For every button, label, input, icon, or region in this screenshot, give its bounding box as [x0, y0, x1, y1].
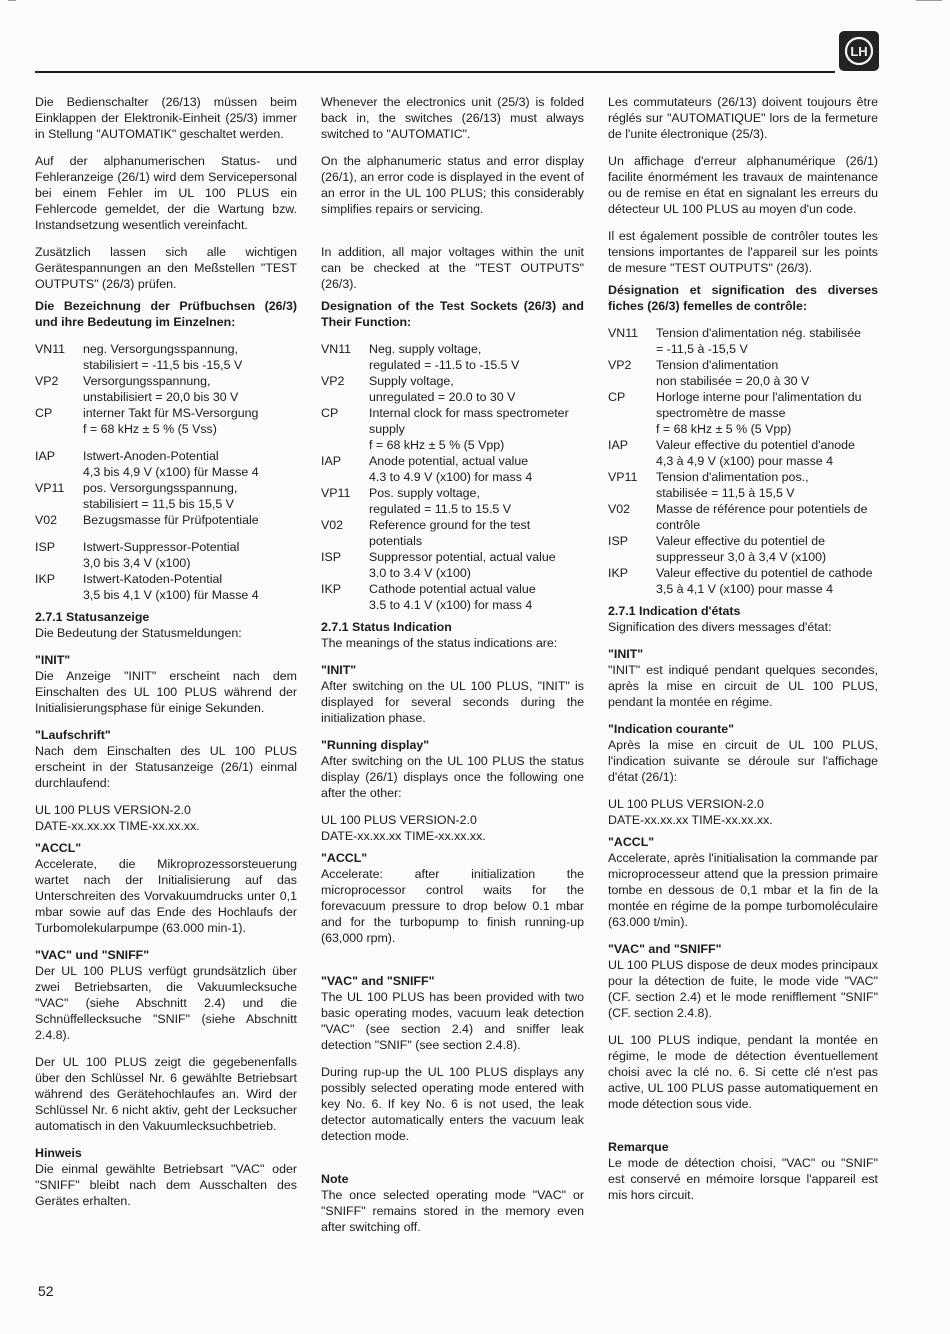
vac-runup-paragraph: During rup-up the UL 100 PLUS displays any possibly selected operating mode entered with key No. 6. If key No. 6 is not used, the leak detector automatically enters the vacuum leak detection mode.	[321, 1065, 584, 1143]
header-rule	[35, 71, 835, 73]
socket-value: stabilisée = 11,5 à 15,5 V	[656, 486, 795, 500]
socket-value: unstabilisiert = 20,0 bis 30 V	[83, 390, 239, 404]
socket-desc: Internal clock for mass spectrometer supply	[369, 406, 569, 436]
socket-row	[608, 469, 878, 501]
socket-row	[321, 341, 584, 373]
init-heading: "INIT"	[35, 653, 71, 667]
socket-key: VP11	[35, 481, 65, 495]
socket-key: VN11	[321, 342, 352, 356]
running-heading: "Laufschrift"	[35, 728, 111, 742]
init-paragraph: Die Anzeige "INIT" erscheint nach dem Einschalten des UL 100 PLUS während der Initialisierungsphase für einige Sekunden.	[35, 669, 297, 715]
socket-desc: Anode potential, actual value	[369, 454, 529, 468]
init-heading: "INIT"	[608, 647, 644, 661]
date-line: DATE-xx.xx.xx TIME-xx.xx.xx.	[608, 813, 773, 827]
date-line: DATE-xx.xx.xx TIME-xx.xx.xx.	[321, 829, 486, 843]
socket-desc: Valeur effective du potentiel de cathode 3,5 à 4,1 V (x100) pour masse 4	[656, 566, 873, 596]
init-paragraph: After switching on the UL 100 PLUS, "INIT" is displayed for several seconds during the initialization phase.	[321, 679, 584, 725]
socket-desc: Bezugsmasse für Prüfpotentiale	[83, 513, 259, 527]
german-column	[35, 94, 297, 1209]
socket-row	[35, 571, 297, 603]
socket-value: unregulated = 20.0 to 30 V	[369, 390, 516, 404]
socket-desc: Neg. supply voltage,	[369, 342, 482, 356]
socket-key: ISP	[321, 550, 341, 564]
socket-desc: Supply voltage,	[369, 374, 454, 388]
socket-key: VN11	[608, 326, 639, 340]
socket-value: = -11,5 à -15,5 V	[656, 342, 748, 356]
note-heading: Hinweis	[35, 1146, 82, 1160]
socket-desc: Valeur effective du potentiel d'anode	[656, 438, 855, 452]
socket-row	[321, 549, 584, 581]
socket-key: VP11	[321, 486, 351, 500]
socket-value: 3.5 to 4.1 V (x100) for mass 4	[369, 598, 533, 612]
socket-desc: Cathode potential actual value	[369, 582, 536, 596]
test-outputs-paragraph: Zusätzlich lassen sich alle wichtigen Gerätespannungen an den Meßstellen "TEST OUTPUTS" (26/3) prüfen.	[35, 245, 297, 291]
socket-row	[608, 565, 878, 597]
socket-key: V02	[321, 518, 344, 532]
init-heading: "INIT"	[321, 663, 357, 677]
error-display-paragraph: Un affichage d'erreur alphanumérique (26/1) facilite énormément les travaux de maintenance ou de remise en état en signalant les erreurs du détecteur UL 100 PLUS au moyen d'un code.	[608, 154, 878, 216]
intro-paragraph: Die Bedienschalter (26/13) müssen beim Einklappen der Elektronik-Einheit (25/3) immer in Stellung "AUTOMATIK" geschaltet werden.	[35, 95, 297, 141]
socket-value: 3.0 to 3.4 V (x100)	[369, 566, 471, 580]
note-paragraph: Le mode de détection choisi, "VAC" ou "SNIF" est conservé en mémoire lorsque l'appareil est mis hors circuit.	[608, 1156, 878, 1202]
intro-paragraph: Les commutateurs (26/13) doivent toujours être réglés sur "AUTOMATIQUE" lors de la fermeture de l'unite électronique (25/3).	[608, 95, 878, 141]
socket-value: f = 68 kHz ± 5 % (5 Vss)	[83, 422, 217, 436]
socket-row	[35, 539, 297, 571]
socket-key: CP	[35, 406, 53, 420]
socket-desc: Masse de référence pour potentiels de contrôle	[656, 502, 868, 532]
socket-row	[608, 533, 878, 565]
test-outputs-paragraph: In addition, all major voltages within the unit can be checked at the "TEST OUTPUTS" (26/3).	[321, 245, 584, 291]
socket-value: 4,3 à 4,9 V (x100) pour masse 4	[656, 454, 834, 468]
note-paragraph: Die einmal gewählte Betriebsart "VAC" oder "SNIFF" bleibt nach dem Ausschalten des Gerätes erhalten.	[35, 1162, 297, 1208]
section-heading: 2.7.1 Status Indication	[321, 620, 452, 634]
socket-value: stabilisiert = 11,5 bis 15,5 V	[83, 497, 234, 511]
socket-desc: Horloge interne pour l'alimentation du spectromètre de masse	[656, 390, 862, 420]
error-display-paragraph: Auf der alphanumerischen Status- und Fehleranzeige (26/1) wird dem Servicepersonal bei einem Fehler im UL 100 PLUS ein Fehlercode gemeldet, der die Wartung bzw. Instandsetzung wesentlich vereinfacht.	[35, 154, 297, 232]
init-paragraph: "INIT" est indiqué pendant quelques secondes, après la mise en circuit de UL 100 PLUS, pendant la montée en régime.	[608, 663, 878, 709]
socket-row	[608, 501, 878, 533]
corner-tick	[8, 0, 16, 1]
socket-value: stabilisiert = -11,5 bis -15,5 V	[83, 358, 243, 372]
vac-runup-paragraph: UL 100 PLUS indique, pendant la montée en régime, le mode de détection éventuellement choisi avec la clé no. 6. Si cette clé n'est pas active, UL 100 PLUS passe automatiquement en mode détection sous vide.	[608, 1033, 878, 1111]
test-outputs-paragraph: Il est également possible de contrôler toutes les tensions importantes de l'appareil sur les points de mesure "TEST OUTPUTS" (26/3).	[608, 229, 878, 275]
french-column	[608, 94, 878, 1203]
error-display-paragraph: On the alphanumeric status and error display (26/1), an error code is displayed in the event of an error in the UL 100 PLUS; this considerably simplifies repairs or servicing.	[321, 154, 584, 216]
section-intro: The meanings of the status indications are:	[321, 636, 558, 650]
socket-value: f = 68 kHz ± 5 % (5 Vpp)	[369, 438, 505, 452]
socket-value: 4,3 bis 4,9 V (x100) für Masse 4	[83, 465, 259, 479]
running-paragraph: Après la mise en circuit de UL 100 PLUS, l'indication suivante se déroule sur l'affichage d'état (26/1):	[608, 738, 878, 784]
accl-heading: "ACCL"	[321, 851, 368, 865]
english-column	[321, 94, 584, 1235]
running-heading: "Running display"	[321, 738, 430, 752]
socket-row	[35, 448, 297, 480]
socket-row	[321, 581, 584, 613]
date-line: DATE-xx.xx.xx TIME-xx.xx.xx.	[35, 819, 200, 833]
vac-heading: "VAC" and "SNIFF"	[321, 974, 435, 988]
socket-desc: Tension d'alimentation pos.,	[656, 470, 809, 484]
socket-row	[35, 512, 297, 528]
socket-key: CP	[608, 390, 626, 404]
version-line: UL 100 PLUS VERSION-2.0	[321, 813, 477, 827]
socket-desc: neg. Versorgungsspannung,	[83, 342, 239, 356]
socket-row	[35, 405, 297, 437]
socket-desc: Suppressor potential, actual value	[369, 550, 556, 564]
socket-key: V02	[35, 513, 58, 527]
section-intro: Die Bedeutung der Statusmeldungen:	[35, 626, 242, 640]
corner-mark	[916, 0, 942, 11]
accl-heading: "ACCL"	[608, 835, 655, 849]
socket-row	[321, 405, 584, 453]
socket-key: VP2	[321, 374, 345, 388]
socket-row	[35, 341, 297, 373]
vac-paragraph: The UL 100 PLUS has been provided with two basic operating modes, vacuum leak detection "VAC" (see section 2.4) and sniffer leak detection "SNIF" (see section 2.4.8).	[321, 990, 584, 1052]
socket-row	[321, 485, 584, 517]
running-heading: "Indication courante"	[608, 722, 735, 736]
socket-key: VN11	[35, 342, 66, 356]
socket-key: IAP	[321, 454, 341, 468]
note-heading: Remarque	[608, 1140, 669, 1154]
accl-paragraph: Accelerate, après l'initialisation la commande par microprocesseur attend que la pression primaire tombe en dessous de 0,1 mbar et la fin de la montée en régime de la pompe turbomoléculaire (63.000 t/min).	[608, 851, 878, 929]
socket-row	[35, 373, 297, 405]
socket-desc: Tension d'alimentation nég. stabilisée	[656, 326, 861, 340]
socket-desc: Istwert-Katoden-Potential	[83, 572, 223, 586]
socket-value: 4.3 to 4.9 V (x100) for mass 4	[369, 470, 533, 484]
socket-key: V02	[608, 502, 631, 516]
vac-runup-paragraph: Der UL 100 PLUS zeigt die gegebenenfalls über den Schlüssel Nr. 6 gewählte Betriebsart während des Gerätehochlaufes an. Wird der Schlüssel Nr. 6 nicht aktiv, geht der Lecksucher automatisch in den Vakuumlecksuchbetrieb.	[35, 1055, 297, 1133]
accl-paragraph: Accelerate, die Mikroprozessorsteuerung wartet nach der Initialisierung auf das Unterschreiten des Vorvakuumdrucks unter 0,1 mbar sowie auf das Ende des Hochlaufs der Turbomolekularpumpe (63.000 min-1).	[35, 857, 297, 935]
section-heading: 2.7.1 Indication d'états	[608, 604, 741, 618]
socket-key: IAP	[35, 449, 55, 463]
section-intro: Signification des divers messages d'état:	[608, 620, 832, 634]
socket-value: non stabilisée = 20,0 à 30 V	[656, 374, 810, 388]
socket-key: IKP	[35, 572, 55, 586]
svg-text:LH: LH	[850, 44, 868, 59]
socket-value: f = 68 kHz ± 5 % (5 Vpp)	[656, 422, 792, 436]
socket-desc: pos. Versorgungsspannung,	[83, 481, 238, 495]
sockets-heading: Désignation et signification des diverses fiches (26/3) femelles de contrôle:	[608, 283, 878, 313]
vac-paragraph: UL 100 PLUS dispose de deux modes principaux pour la détection de fuite, le mode vide "VAC" (CF. section 2.4) et le mode renifflement "SNIF" (CF. section 2.4.8).	[608, 958, 878, 1020]
socket-value: 3,5 bis 4,1 V (x100) für Masse 4	[83, 588, 259, 602]
vac-heading: "VAC" und "SNIFF"	[35, 948, 150, 962]
vac-paragraph: Der UL 100 PLUS verfügt grundsätzlich über zwei Betriebsarten, die Vakuumlecksuche "VAC" (siehe Abschnitt 2.4) und die Schnüffellecksuche "SNIF" (siehe Abschnitt 2.4.8).	[35, 964, 297, 1042]
socket-value: regulated = 11.5 to 15.5 V	[369, 502, 512, 516]
socket-key: IAP	[608, 438, 628, 452]
socket-key: ISP	[35, 540, 55, 554]
socket-row	[35, 480, 297, 512]
accl-paragraph: Accelerate: after initialization the microprocessor control waits for the forevacuum pressure to drop below 0.1 mbar and for the turbopump to finish running-up (63,000 rpm).	[321, 867, 584, 945]
accl-heading: "ACCL"	[35, 841, 82, 855]
running-paragraph: Nach dem Einschalten des UL 100 PLUS erscheint in der Statusanzeige (26/1) einmal durchlaufend:	[35, 744, 297, 790]
socket-key: VP2	[608, 358, 632, 372]
socket-key: ISP	[608, 534, 628, 548]
socket-row	[608, 437, 878, 469]
socket-key: CP	[321, 406, 339, 420]
socket-row	[321, 517, 584, 549]
socket-key: VP2	[35, 374, 59, 388]
note-heading: Note	[321, 1172, 349, 1186]
socket-row	[608, 357, 878, 389]
socket-desc: Reference ground for the test potentials	[369, 518, 531, 548]
socket-desc: interner Takt für MS-Versorgung	[83, 406, 259, 420]
socket-desc: Istwert-Anoden-Potential	[83, 449, 219, 463]
socket-key: IKP	[321, 582, 341, 596]
socket-desc: Istwert-Suppressor-Potential	[83, 540, 240, 554]
vac-heading: "VAC" and "SNIFF"	[608, 942, 722, 956]
socket-value: 3,0 bis 3,4 V (x100)	[83, 556, 191, 570]
socket-value: regulated = -11.5 to -15.5 V	[369, 358, 520, 372]
socket-row	[321, 453, 584, 485]
sockets-heading: Die Bezeichnung der Prüfbuchsen (26/3) und ihre Bedeutung im Einzelnen:	[35, 299, 297, 329]
socket-desc: Versorgungsspannung,	[83, 374, 211, 388]
version-line: UL 100 PLUS VERSION-2.0	[35, 803, 191, 817]
socket-row	[321, 373, 584, 405]
section-heading: 2.7.1 Statusanzeige	[35, 610, 150, 624]
running-paragraph: After switching on the UL 100 PLUS the status display (26/1) displays once the following one after the other:	[321, 754, 584, 800]
page-number: 52	[38, 1283, 54, 1299]
socket-key: IKP	[608, 566, 628, 580]
intro-paragraph: Whenever the electronics unit (25/3) is folded back in, the switches (26/13) must always switched to "AUTOMATIC".	[321, 95, 584, 141]
socket-desc: Pos. supply voltage,	[369, 486, 480, 500]
socket-key: VP11	[608, 470, 638, 484]
socket-desc: Valeur effective du potentiel de suppresseur 3,0 à 3,4 V (x100)	[656, 534, 827, 564]
leybold-logo	[839, 31, 879, 71]
note-paragraph: The once selected operating mode "VAC" or "SNIFF" remains stored in the memory even after switching off.	[321, 1188, 584, 1234]
sockets-heading: Designation of the Test Sockets (26/3) and Their Function:	[321, 299, 584, 329]
version-line: UL 100 PLUS VERSION-2.0	[608, 797, 764, 811]
socket-row	[608, 389, 878, 437]
socket-desc: Tension d'alimentation	[656, 358, 779, 372]
socket-row	[608, 325, 878, 357]
